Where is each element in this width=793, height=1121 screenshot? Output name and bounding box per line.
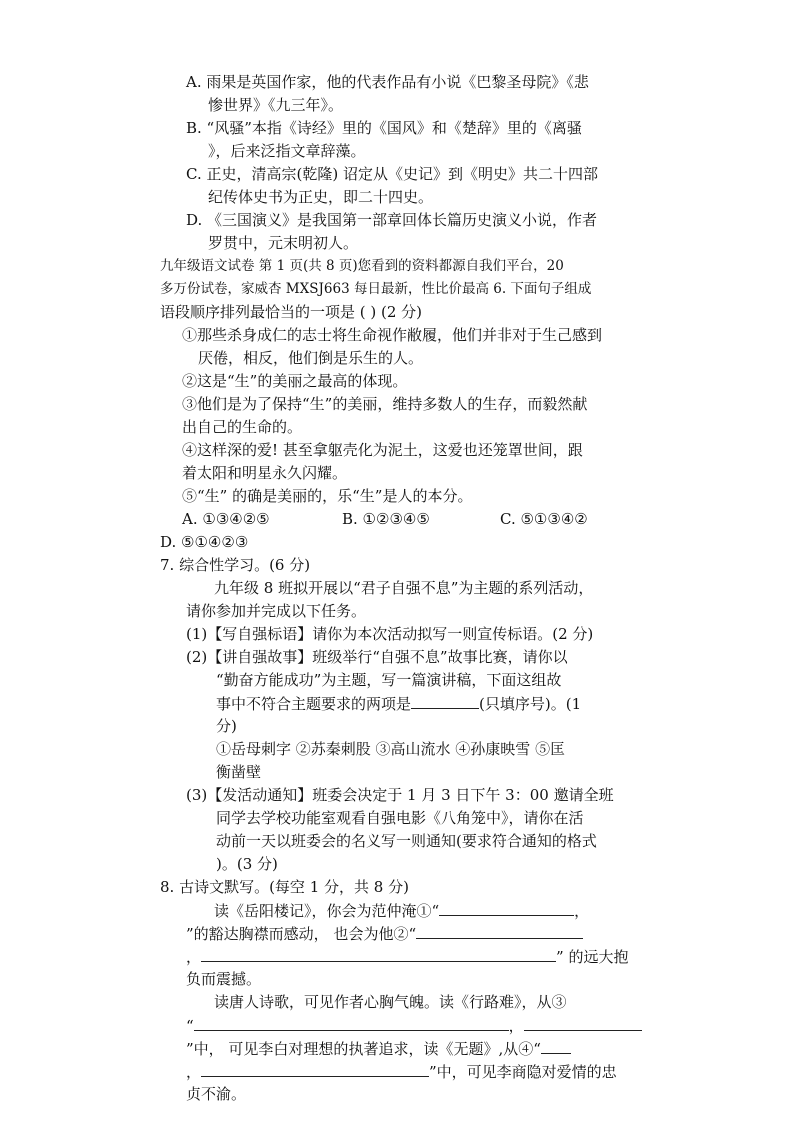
q7-task-2a: (2)【讲自强故事】班级举行“自强不息”故事比赛，请你以 (186, 648, 568, 666)
q8-para2-line1: 读唐人诗歌，可见作者心胸气魄。读《行路难》，从③ (214, 993, 567, 1011)
q5-option-b-line1: B. “风骚”本指《诗经》里的《国风》和《楚辞》里的《离骚 (186, 119, 582, 137)
q7-intro-line2: 请你参加并完成以下任务。 (186, 602, 367, 620)
q6-sentence-2: ②这是“生”的美丽之最高的体现。 (182, 372, 408, 390)
q5-option-d-line2: 罗贯中，元末明初人。 (208, 234, 359, 252)
q5-option-b-line2: 》，后来泛指文章辞藻。 (208, 142, 366, 160)
q8-para1-line2 (186, 923, 583, 944)
q5-option-d-line1: D. 《三国演义》是我国第一部章回体长篇历史演义小说，作者 (186, 211, 598, 229)
q8-para2-comma2: ， (186, 1063, 202, 1081)
q6-sentence-4b: 着太阳和明星永久闪耀。 (182, 464, 348, 482)
q7-task-3d: )。(3 分) (216, 855, 278, 873)
q8-para2-line3 (186, 1038, 571, 1059)
q5-option-c-line2: 纪传体史书为正史，即二十四史。 (208, 188, 434, 206)
q8-blank-2a[interactable] (416, 923, 583, 939)
q8-para2-line5: 贞不渝。 (186, 1085, 247, 1103)
q7-task-2c-text: 事中不符合主题要求的两项是 (216, 695, 412, 713)
q7-task-2d: 分) (216, 717, 237, 735)
q6-option-d: D. ⑤①④②③ (160, 533, 249, 551)
q8-para1-line1 (214, 900, 589, 921)
q8-para2-text: ”中， 可见李白对理想的执著追求，读《无题》,从④“ (186, 1040, 541, 1058)
q8-blank-2b[interactable] (201, 946, 556, 962)
q6-option-a: A. ①③④②⑤ (182, 510, 270, 528)
q8-blank-1[interactable] (439, 900, 574, 916)
q8-para2-line4 (186, 1061, 617, 1082)
q7-story-options: ①岳母刺字 ②苏秦刺股 ③高山流水 ④孙康映雪 ⑤匡 (216, 740, 566, 758)
q6-sentence-4a: ④这样深的爱! 甚至拿躯壳化为泥土，这爱也还笼罩世间，跟 (182, 441, 583, 459)
q8-para1-tail: ” 的远大抱 (556, 948, 629, 966)
q6-sentence-5: ⑤“生” 的确是美丽的，乐“生”是人的本分。 (182, 487, 473, 505)
q8-para1-line3 (186, 946, 628, 967)
q8-para1-comma: ， (574, 902, 590, 920)
q7-answer-blank[interactable] (411, 693, 479, 709)
q8-para1-text2: ”的豁达胸襟而感动， 也会为他②“ (186, 925, 417, 943)
q5-option-a-line1: A. 雨果是英国作家，他的代表作品有小说《巴黎圣母院》《悲 (186, 73, 589, 91)
q6-sentence-1b: 厌倦，相反，他们倒是乐生的人。 (198, 349, 424, 367)
q7-task-3c: 动前一天以班委会的名义写一则通知(要求符合通知的格式 (216, 832, 597, 850)
q7-task-3a: (3)【发活动通知】班委会决定于 1 月 3 日下午 3：00 邀请全班 (186, 786, 614, 804)
page-footer-line1: 九年级语文试卷 第 1 页(共 8 页)您看到的资料都源自我们平台，20 (160, 258, 564, 274)
q6-sentence-1a: ①那些杀身成仁的志士将生命视作敝履，他们并非对于生己感到 (182, 326, 603, 344)
q7-intro-line1: 九年级 8 班拟开展以“君子自强不息”为主题的系列活动， (214, 579, 594, 597)
q8-para2-tail: ”中，可见李商隐对爱情的忠 (429, 1063, 617, 1081)
q8-para1-line4: 负而震撼。 (186, 970, 262, 988)
q7-story-options-cont: 衡凿壁 (216, 763, 262, 781)
q7-task-2c (216, 693, 581, 714)
q8-para2-quote: “ (186, 1017, 194, 1035)
q7-task-1: (1)【写自强标语】请你为本次活动拟写一则宣传标语。(2 分) (186, 625, 594, 643)
q8-para2-line2 (186, 1015, 642, 1036)
q6-option-b: B. ①②③④⑤ (342, 510, 430, 528)
q6-sentence-3a: ③他们是为了保持“生”的美丽，维持多数人的生存，而毅然献 (182, 395, 588, 413)
q8-blank-4a[interactable] (541, 1038, 571, 1054)
q7-title: 7. 综合性学习。(6 分) (160, 556, 311, 574)
q8-title: 8. 古诗文默写。(每空 1 分，共 8 分) (160, 878, 409, 896)
q7-task-2c-tail: (只填序号)。(1 (479, 695, 582, 713)
q7-task-3b: 同学去学校功能室观看自强电影《八角笼中》，请你在活 (216, 809, 584, 827)
q8-blank-4b[interactable] (201, 1061, 429, 1077)
q5-option-c-line1: C. 正史，清高宗(乾隆) 诏定从《史记》到《明史》共二十四部 (186, 165, 598, 183)
q5-option-a-line2: 惨世界》《九三年》。 (208, 96, 344, 114)
q6-stem: 语段顺序排列最恰当的一项是 ( ) (2 分) (160, 303, 423, 321)
page-footer-line2: 多万份试卷，家威杏 MXSJ663 每日最新，性比价最高 6. 下面句子组成 (160, 281, 592, 297)
q8-blank-3b[interactable] (524, 1015, 642, 1031)
q6-sentence-3b: 出自己的生命的。 (182, 418, 303, 436)
q8-para1-comma2: ， (186, 948, 202, 966)
q7-task-2b: “勤奋方能成功”为主题，写一篇演讲稿，下面这组故 (216, 671, 562, 689)
q6-option-c: C. ⑤①③④② (500, 510, 588, 528)
q8-para1-text: 读《岳阳楼记》，你会为范仲淹①“ (214, 902, 440, 920)
q8-blank-3a[interactable] (194, 1015, 509, 1031)
q8-para2-comma: ， (508, 1017, 524, 1035)
